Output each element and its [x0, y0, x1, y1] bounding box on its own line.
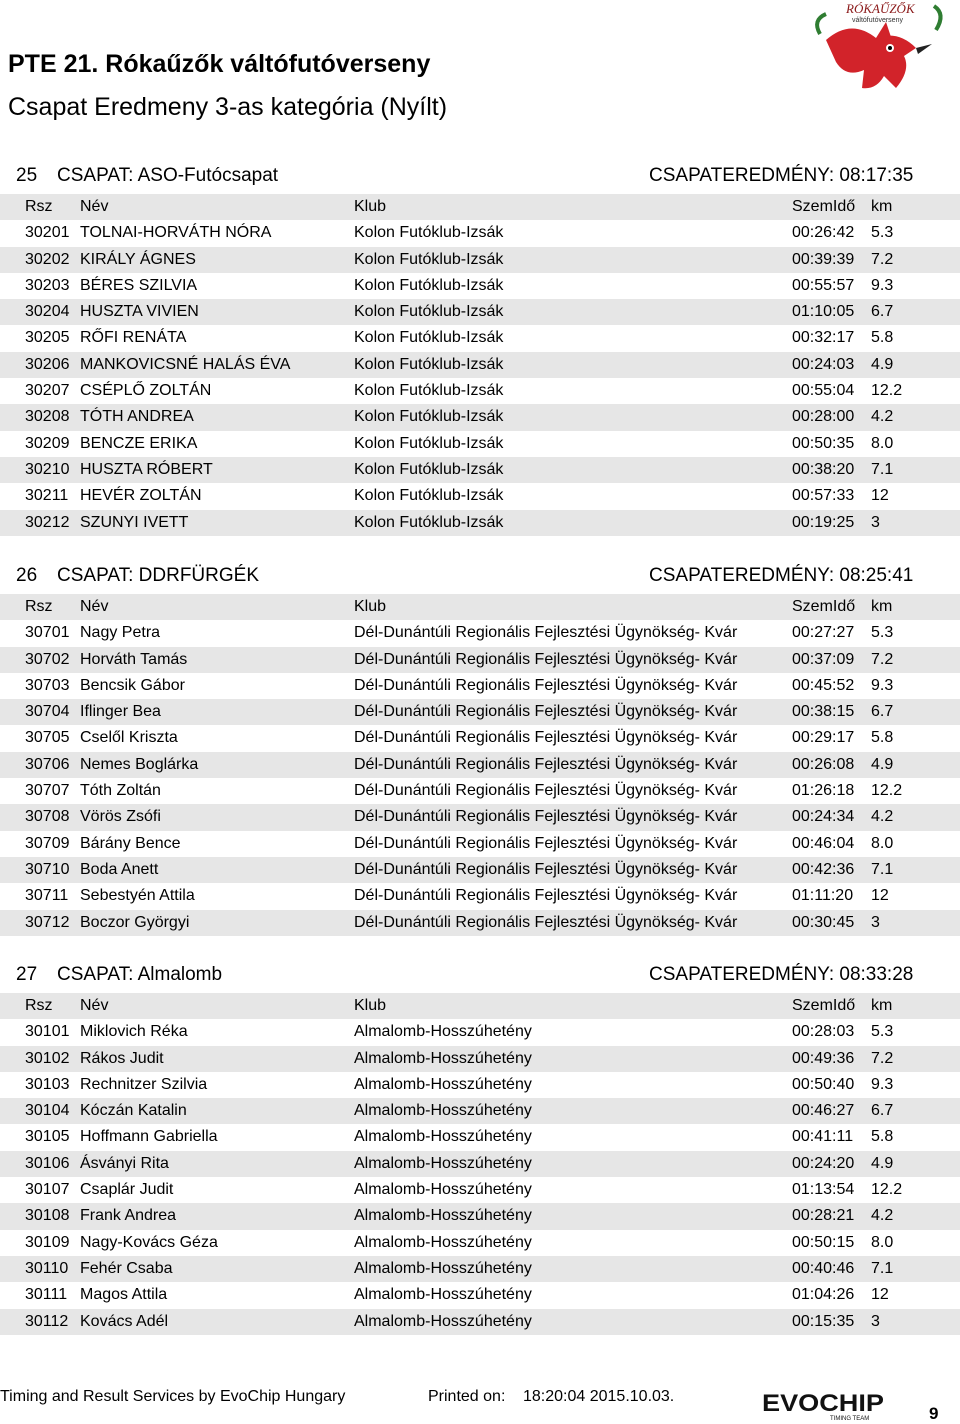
column-header-nev: Név [80, 598, 109, 615]
cell-ido: 00:28:00 [792, 408, 855, 426]
leaf-shape [934, 6, 941, 30]
cell-klub: Dél-Dunántúli Regionális Fejlesztési Ügynökség- Kvár [354, 676, 738, 694]
cell-km: 8.0 [871, 1233, 894, 1251]
cell-klub: Dél-Dunántúli Regionális Fejlesztési Ügynökség- Kvár [354, 729, 738, 747]
cell-klub: Almalomb-Hosszúhetény [354, 1023, 532, 1041]
cell-nev: Iflinger Bea [80, 703, 161, 721]
cell-klub: Kolon Futóklub-Izsák [354, 434, 504, 452]
cell-ido: 00:46:04 [792, 834, 855, 852]
cell-klub: Almalomb-Hosszúhetény [354, 1312, 532, 1330]
cell-km: 5.8 [871, 329, 894, 347]
team-position: 26 [16, 565, 38, 586]
team-header [0, 957, 960, 993]
cell-klub: Almalomb-Hosszúhetény [354, 1207, 532, 1225]
cell-rsz: 30107 [25, 1181, 70, 1199]
cell-ido: 00:27:27 [792, 624, 855, 642]
cell-klub: Dél-Dunántúli Regionális Fejlesztési Ügynökség- Kvár [354, 834, 738, 852]
cell-rsz: 30204 [25, 303, 70, 321]
cell-klub: Dél-Dunántúli Regionális Fejlesztési Ügynökség- Kvár [354, 755, 738, 773]
table-row [0, 1151, 960, 1177]
cell-nev: Miklovich Réka [80, 1023, 188, 1041]
cell-km: 7.2 [871, 1049, 894, 1067]
cell-rsz: 30710 [25, 860, 70, 878]
cell-nev: Boczor Györgyi [80, 913, 190, 931]
column-header-ido: SzemIdő [792, 997, 856, 1014]
table-row [0, 325, 960, 351]
cell-nev: RŐFI RENÁTA [80, 329, 187, 347]
cell-km: 12 [871, 1286, 889, 1304]
table-row [0, 883, 960, 909]
cell-klub: Dél-Dunántúli Regionális Fejlesztési Ügynökség- Kvár [354, 782, 738, 800]
cell-km: 3 [871, 913, 880, 931]
cell-km: 5.3 [871, 624, 894, 642]
cell-ido: 00:26:42 [792, 224, 855, 242]
column-header-klub: Klub [354, 598, 387, 615]
table-row [0, 220, 960, 246]
table-row [0, 752, 960, 778]
table-row [0, 1230, 960, 1256]
cell-klub: Almalomb-Hosszúhetény [354, 1259, 532, 1277]
table-row [0, 1309, 960, 1335]
table-header-row [0, 194, 960, 220]
cell-km: 6.7 [871, 1102, 894, 1120]
team-name: CSAPAT: Almalomb [57, 964, 223, 985]
cell-nev: Vörös Zsófi [80, 808, 161, 826]
cell-klub: Almalomb-Hosszúhetény [354, 1102, 532, 1120]
team-position: 27 [16, 964, 38, 985]
cell-km: 6.7 [871, 703, 894, 721]
cell-nev: Ásványi Rita [80, 1154, 169, 1172]
cell-km: 4.2 [871, 808, 894, 826]
cell-klub: Kolon Futóklub-Izsák [354, 250, 504, 268]
cell-nev: BENCZE ERIKA [80, 434, 198, 452]
cell-klub: Kolon Futóklub-Izsák [354, 303, 504, 321]
table-row [0, 725, 960, 751]
table-row [0, 831, 960, 857]
cell-nev: Nagy Petra [80, 624, 161, 642]
cell-ido: 00:40:46 [792, 1259, 855, 1277]
team-section [0, 158, 960, 536]
fox-pupil-shape [888, 46, 892, 50]
cell-nev: Magos Attila [80, 1286, 168, 1304]
logo-text: RÓKAŰZŐK [846, 1, 915, 16]
cell-nev: Fehér Csaba [80, 1259, 173, 1277]
cell-ido: 00:49:36 [792, 1049, 855, 1067]
cell-nev: TOLNAI-HORVÁTH NÓRA [80, 224, 272, 242]
cell-nev: Sebestyén Attila [80, 887, 195, 905]
cell-rsz: 30705 [25, 729, 70, 747]
column-header-rsz: Rsz [25, 997, 53, 1014]
table-row [0, 1046, 960, 1072]
cell-rsz: 30706 [25, 755, 70, 773]
cell-km: 7.1 [871, 860, 894, 878]
cell-rsz: 30701 [25, 624, 70, 642]
cell-nev: TÓTH ANDREA [80, 408, 194, 426]
cell-rsz: 30206 [25, 355, 70, 373]
fox-body-shape [826, 28, 916, 88]
cell-klub: Dél-Dunántúli Regionális Fejlesztési Ügynökség- Kvár [354, 808, 738, 826]
cell-rsz: 30103 [25, 1075, 70, 1093]
cell-rsz: 30202 [25, 250, 70, 268]
team-name: CSAPAT: DDRFÜRGÉK [57, 565, 259, 586]
cell-klub: Kolon Futóklub-Izsák [354, 513, 504, 531]
cell-nev: HEVÉR ZOLTÁN [80, 487, 202, 505]
table-row [0, 1256, 960, 1282]
cell-klub: Kolon Futóklub-Izsák [354, 487, 504, 505]
cell-rsz: 30108 [25, 1207, 70, 1225]
table-row [0, 1019, 960, 1045]
leaf-shape [817, 14, 826, 34]
team-result: CSAPATEREDMÉNY: 08:33:28 [649, 964, 914, 985]
cell-ido: 00:38:15 [792, 703, 855, 721]
cell-rsz: 30207 [25, 382, 70, 400]
cell-nev: HUSZTA RÓBERT [80, 460, 213, 478]
cell-km: 7.1 [871, 1259, 894, 1277]
cell-ido: 00:57:33 [792, 487, 855, 505]
cell-km: 6.7 [871, 303, 894, 321]
team-header [0, 558, 960, 594]
team-name: CSAPAT: ASO-Futócsapat [57, 165, 279, 186]
cell-rsz: 30702 [25, 650, 70, 668]
table-row [0, 620, 960, 646]
footer-printed-value: 18:20:04 2015.10.03. [523, 1388, 675, 1405]
footer-printed-label: Printed on: [428, 1388, 506, 1405]
cell-rsz: 30703 [25, 676, 70, 694]
cell-ido: 00:26:08 [792, 755, 855, 773]
evochip-logo-text: EVOCHIP [762, 1390, 884, 1417]
cell-nev: BÉRES SZILVIA [80, 276, 198, 294]
cell-nev: Hoffmann Gabriella [80, 1128, 218, 1146]
cell-nev: Rechnitzer Szilvia [80, 1075, 208, 1093]
cell-km: 12 [871, 887, 889, 905]
cell-km: 9.3 [871, 676, 894, 694]
cell-rsz: 30704 [25, 703, 70, 721]
evochip-tagline: TIMING TEAM [830, 1416, 870, 1422]
cell-ido: 00:24:03 [792, 355, 855, 373]
cell-ido: 00:28:21 [792, 1207, 855, 1225]
column-header-rsz: Rsz [25, 198, 53, 215]
cell-nev: Frank Andrea [80, 1207, 177, 1225]
cell-ido: 01:13:54 [792, 1181, 855, 1199]
cell-ido: 00:50:15 [792, 1233, 855, 1251]
cell-nev: MANKOVICSNÉ HALÁS ÉVA [80, 355, 291, 373]
cell-klub: Dél-Dunántúli Regionális Fejlesztési Ügynökség- Kvár [354, 624, 738, 642]
cell-km: 12.2 [871, 1181, 903, 1199]
cell-nev: Bárány Bence [80, 834, 181, 852]
cell-klub: Kolon Futóklub-Izsák [354, 355, 504, 373]
cell-km: 5.8 [871, 1128, 894, 1146]
cell-ido: 00:37:09 [792, 650, 855, 668]
table-row [0, 378, 960, 404]
team-section [0, 558, 960, 936]
column-header-km: km [871, 598, 893, 615]
column-header-nev: Név [80, 198, 109, 215]
cell-km: 5.3 [871, 1023, 894, 1041]
cell-rsz: 30210 [25, 460, 70, 478]
cell-rsz: 30105 [25, 1128, 70, 1146]
column-header-km: km [871, 997, 893, 1014]
cell-km: 3 [871, 513, 880, 531]
cell-rsz: 30208 [25, 408, 70, 426]
cell-km: 12.2 [871, 382, 903, 400]
cell-rsz: 30106 [25, 1154, 70, 1172]
cell-klub: Kolon Futóklub-Izsák [354, 276, 504, 294]
cell-ido: 01:26:18 [792, 782, 855, 800]
cell-klub: Dél-Dunántúli Regionális Fejlesztési Ügynökség- Kvár [354, 913, 738, 931]
team-result: CSAPATEREDMÉNY: 08:17:35 [649, 165, 914, 186]
cell-klub: Dél-Dunántúli Regionális Fejlesztési Ügynökség- Kvár [354, 650, 738, 668]
cell-ido: 00:55:04 [792, 382, 855, 400]
cell-rsz: 30110 [25, 1259, 69, 1277]
cell-klub: Dél-Dunántúli Regionális Fejlesztési Ügynökség- Kvár [354, 887, 738, 905]
cell-ido: 00:15:35 [792, 1312, 855, 1330]
team-header [0, 158, 960, 194]
cell-km: 5.8 [871, 729, 894, 747]
column-header-ido: SzemIdő [792, 598, 856, 615]
cell-km: 9.3 [871, 276, 894, 294]
cell-nev: Kóczán Katalin [80, 1102, 187, 1120]
cell-klub: Almalomb-Hosszúhetény [354, 1233, 532, 1251]
table-row [0, 247, 960, 273]
table-row [0, 352, 960, 378]
column-header-km: km [871, 198, 893, 215]
cell-rsz: 30708 [25, 808, 70, 826]
cell-nev: Tóth Zoltán [80, 782, 161, 800]
cell-rsz: 30201 [25, 224, 70, 242]
cell-klub: Almalomb-Hosszúhetény [354, 1154, 532, 1172]
cell-klub: Almalomb-Hosszúhetény [354, 1049, 532, 1067]
cell-nev: Rákos Judit [80, 1049, 164, 1067]
table-row [0, 778, 960, 804]
rokauzok-logo [806, 0, 956, 92]
cell-km: 7.2 [871, 650, 894, 668]
column-header-nev: Név [80, 997, 109, 1014]
table-row [0, 1072, 960, 1098]
column-header-rsz: Rsz [25, 598, 53, 615]
cell-km: 4.2 [871, 1207, 894, 1225]
table-row [0, 1282, 960, 1308]
cell-rsz: 30209 [25, 434, 70, 452]
cell-km: 8.0 [871, 434, 894, 452]
cell-rsz: 30112 [25, 1312, 69, 1330]
cell-ido: 00:50:40 [792, 1075, 855, 1093]
fox-ear-shape [876, 22, 892, 40]
cell-km: 4.9 [871, 755, 894, 773]
cell-rsz: 30111 [25, 1286, 68, 1304]
cell-km: 7.1 [871, 460, 894, 478]
table-row [0, 510, 960, 536]
cell-klub: Kolon Futóklub-Izsák [354, 460, 504, 478]
logo-subtext: váltófutóverseny [852, 17, 903, 24]
cell-klub: Dél-Dunántúli Regionális Fejlesztési Ügynökség- Kvár [354, 703, 738, 721]
cell-rsz: 30104 [25, 1102, 70, 1120]
cell-klub: Almalomb-Hosszúhetény [354, 1075, 532, 1093]
cell-ido: 00:50:35 [792, 434, 855, 452]
cell-ido: 00:42:36 [792, 860, 855, 878]
column-header-ido: SzemIdő [792, 198, 856, 215]
cell-rsz: 30707 [25, 782, 70, 800]
cell-klub: Almalomb-Hosszúhetény [354, 1128, 532, 1146]
cell-nev: Csaplár Judit [80, 1181, 174, 1199]
table-row [0, 910, 960, 936]
cell-ido: 00:45:52 [792, 676, 855, 694]
table-row [0, 857, 960, 883]
cell-nev: Horváth Tamás [80, 650, 188, 668]
cell-rsz: 30109 [25, 1233, 70, 1251]
table-row [0, 673, 960, 699]
cell-ido: 00:24:20 [792, 1154, 855, 1172]
table-row [0, 431, 960, 457]
table-row [0, 804, 960, 830]
table-row [0, 647, 960, 673]
cell-rsz: 30711 [25, 887, 69, 905]
cell-nev: Kovács Adél [80, 1312, 169, 1330]
cell-km: 4.2 [871, 408, 894, 426]
cell-nev: CSÉPLŐ ZOLTÁN [80, 382, 212, 400]
cell-rsz: 30101 [25, 1023, 70, 1041]
cell-nev: Nemes Boglárka [80, 755, 199, 773]
table-header-row [0, 993, 960, 1019]
fox-nose-shape [916, 44, 932, 54]
cell-km: 3 [871, 1312, 880, 1330]
cell-ido: 00:30:45 [792, 913, 855, 931]
table-row [0, 273, 960, 299]
cell-rsz: 30203 [25, 276, 70, 294]
cell-klub: Dél-Dunántúli Regionális Fejlesztési Ügynökség- Kvár [354, 860, 738, 878]
cell-ido: 00:19:25 [792, 513, 855, 531]
table-row [0, 1124, 960, 1150]
cell-klub: Almalomb-Hosszúhetény [354, 1181, 532, 1199]
cell-ido: 00:46:27 [792, 1102, 855, 1120]
cell-rsz: 30712 [25, 913, 70, 931]
column-header-klub: Klub [354, 198, 387, 215]
team-position: 25 [16, 165, 38, 186]
cell-klub: Kolon Futóklub-Izsák [354, 224, 504, 242]
table-row [0, 1177, 960, 1203]
cell-km: 12.2 [871, 782, 903, 800]
cell-km: 8.0 [871, 834, 894, 852]
table-row [0, 1203, 960, 1229]
cell-ido: 00:55:57 [792, 276, 855, 294]
page-number: 9 [929, 1404, 939, 1423]
cell-klub: Kolon Futóklub-Izsák [354, 382, 504, 400]
footer-credit: Timing and Result Services by EvoChip Hungary [0, 1388, 346, 1405]
table-row [0, 457, 960, 483]
cell-rsz: 30102 [25, 1049, 70, 1067]
page-title: PTE 21. Rókaűzők váltófutóverseny [8, 50, 431, 78]
team-section [0, 957, 960, 1335]
cell-ido: 00:39:39 [792, 250, 855, 268]
cell-ido: 01:11:20 [792, 887, 854, 905]
cell-ido: 00:41:11 [792, 1128, 854, 1146]
cell-ido: 00:28:03 [792, 1023, 855, 1041]
cell-klub: Kolon Futóklub-Izsák [354, 408, 504, 426]
table-row [0, 1098, 960, 1124]
cell-ido: 00:32:17 [792, 329, 855, 347]
team-result: CSAPATEREDMÉNY: 08:25:41 [649, 565, 914, 586]
table-row [0, 699, 960, 725]
cell-ido: 00:29:17 [792, 729, 855, 747]
cell-rsz: 30205 [25, 329, 70, 347]
cell-km: 9.3 [871, 1075, 894, 1093]
cell-nev: Nagy-Kovács Géza [80, 1233, 218, 1251]
cell-rsz: 30709 [25, 834, 70, 852]
cell-nev: SZUNYI IVETT [80, 513, 189, 531]
cell-nev: KIRÁLY ÁGNES [80, 250, 196, 268]
cell-km: 4.9 [871, 1154, 894, 1172]
cell-ido: 00:24:34 [792, 808, 855, 826]
cell-km: 4.9 [871, 355, 894, 373]
table-row [0, 483, 960, 509]
cell-km: 5.3 [871, 224, 894, 242]
column-header-klub: Klub [354, 997, 387, 1014]
table-header-row [0, 594, 960, 620]
cell-km: 12 [871, 487, 889, 505]
cell-klub: Almalomb-Hosszúhetény [354, 1286, 532, 1304]
cell-nev: Bencsik Gábor [80, 676, 185, 694]
cell-ido: 00:38:20 [792, 460, 855, 478]
cell-nev: Cselől Kriszta [80, 729, 178, 747]
cell-rsz: 30212 [25, 513, 70, 531]
evochip-logo [760, 1386, 886, 1422]
table-row [0, 404, 960, 430]
cell-rsz: 30211 [25, 487, 69, 505]
cell-nev: HUSZTA VIVIEN [80, 303, 199, 321]
table-row [0, 299, 960, 325]
cell-nev: Boda Anett [80, 860, 159, 878]
cell-ido: 01:10:05 [792, 303, 855, 321]
cell-km: 7.2 [871, 250, 894, 268]
cell-ido: 01:04:26 [792, 1286, 855, 1304]
cell-klub: Kolon Futóklub-Izsák [354, 329, 504, 347]
page-subtitle: Csapat Eredmeny 3-as kategória (Nyílt) [8, 93, 448, 121]
